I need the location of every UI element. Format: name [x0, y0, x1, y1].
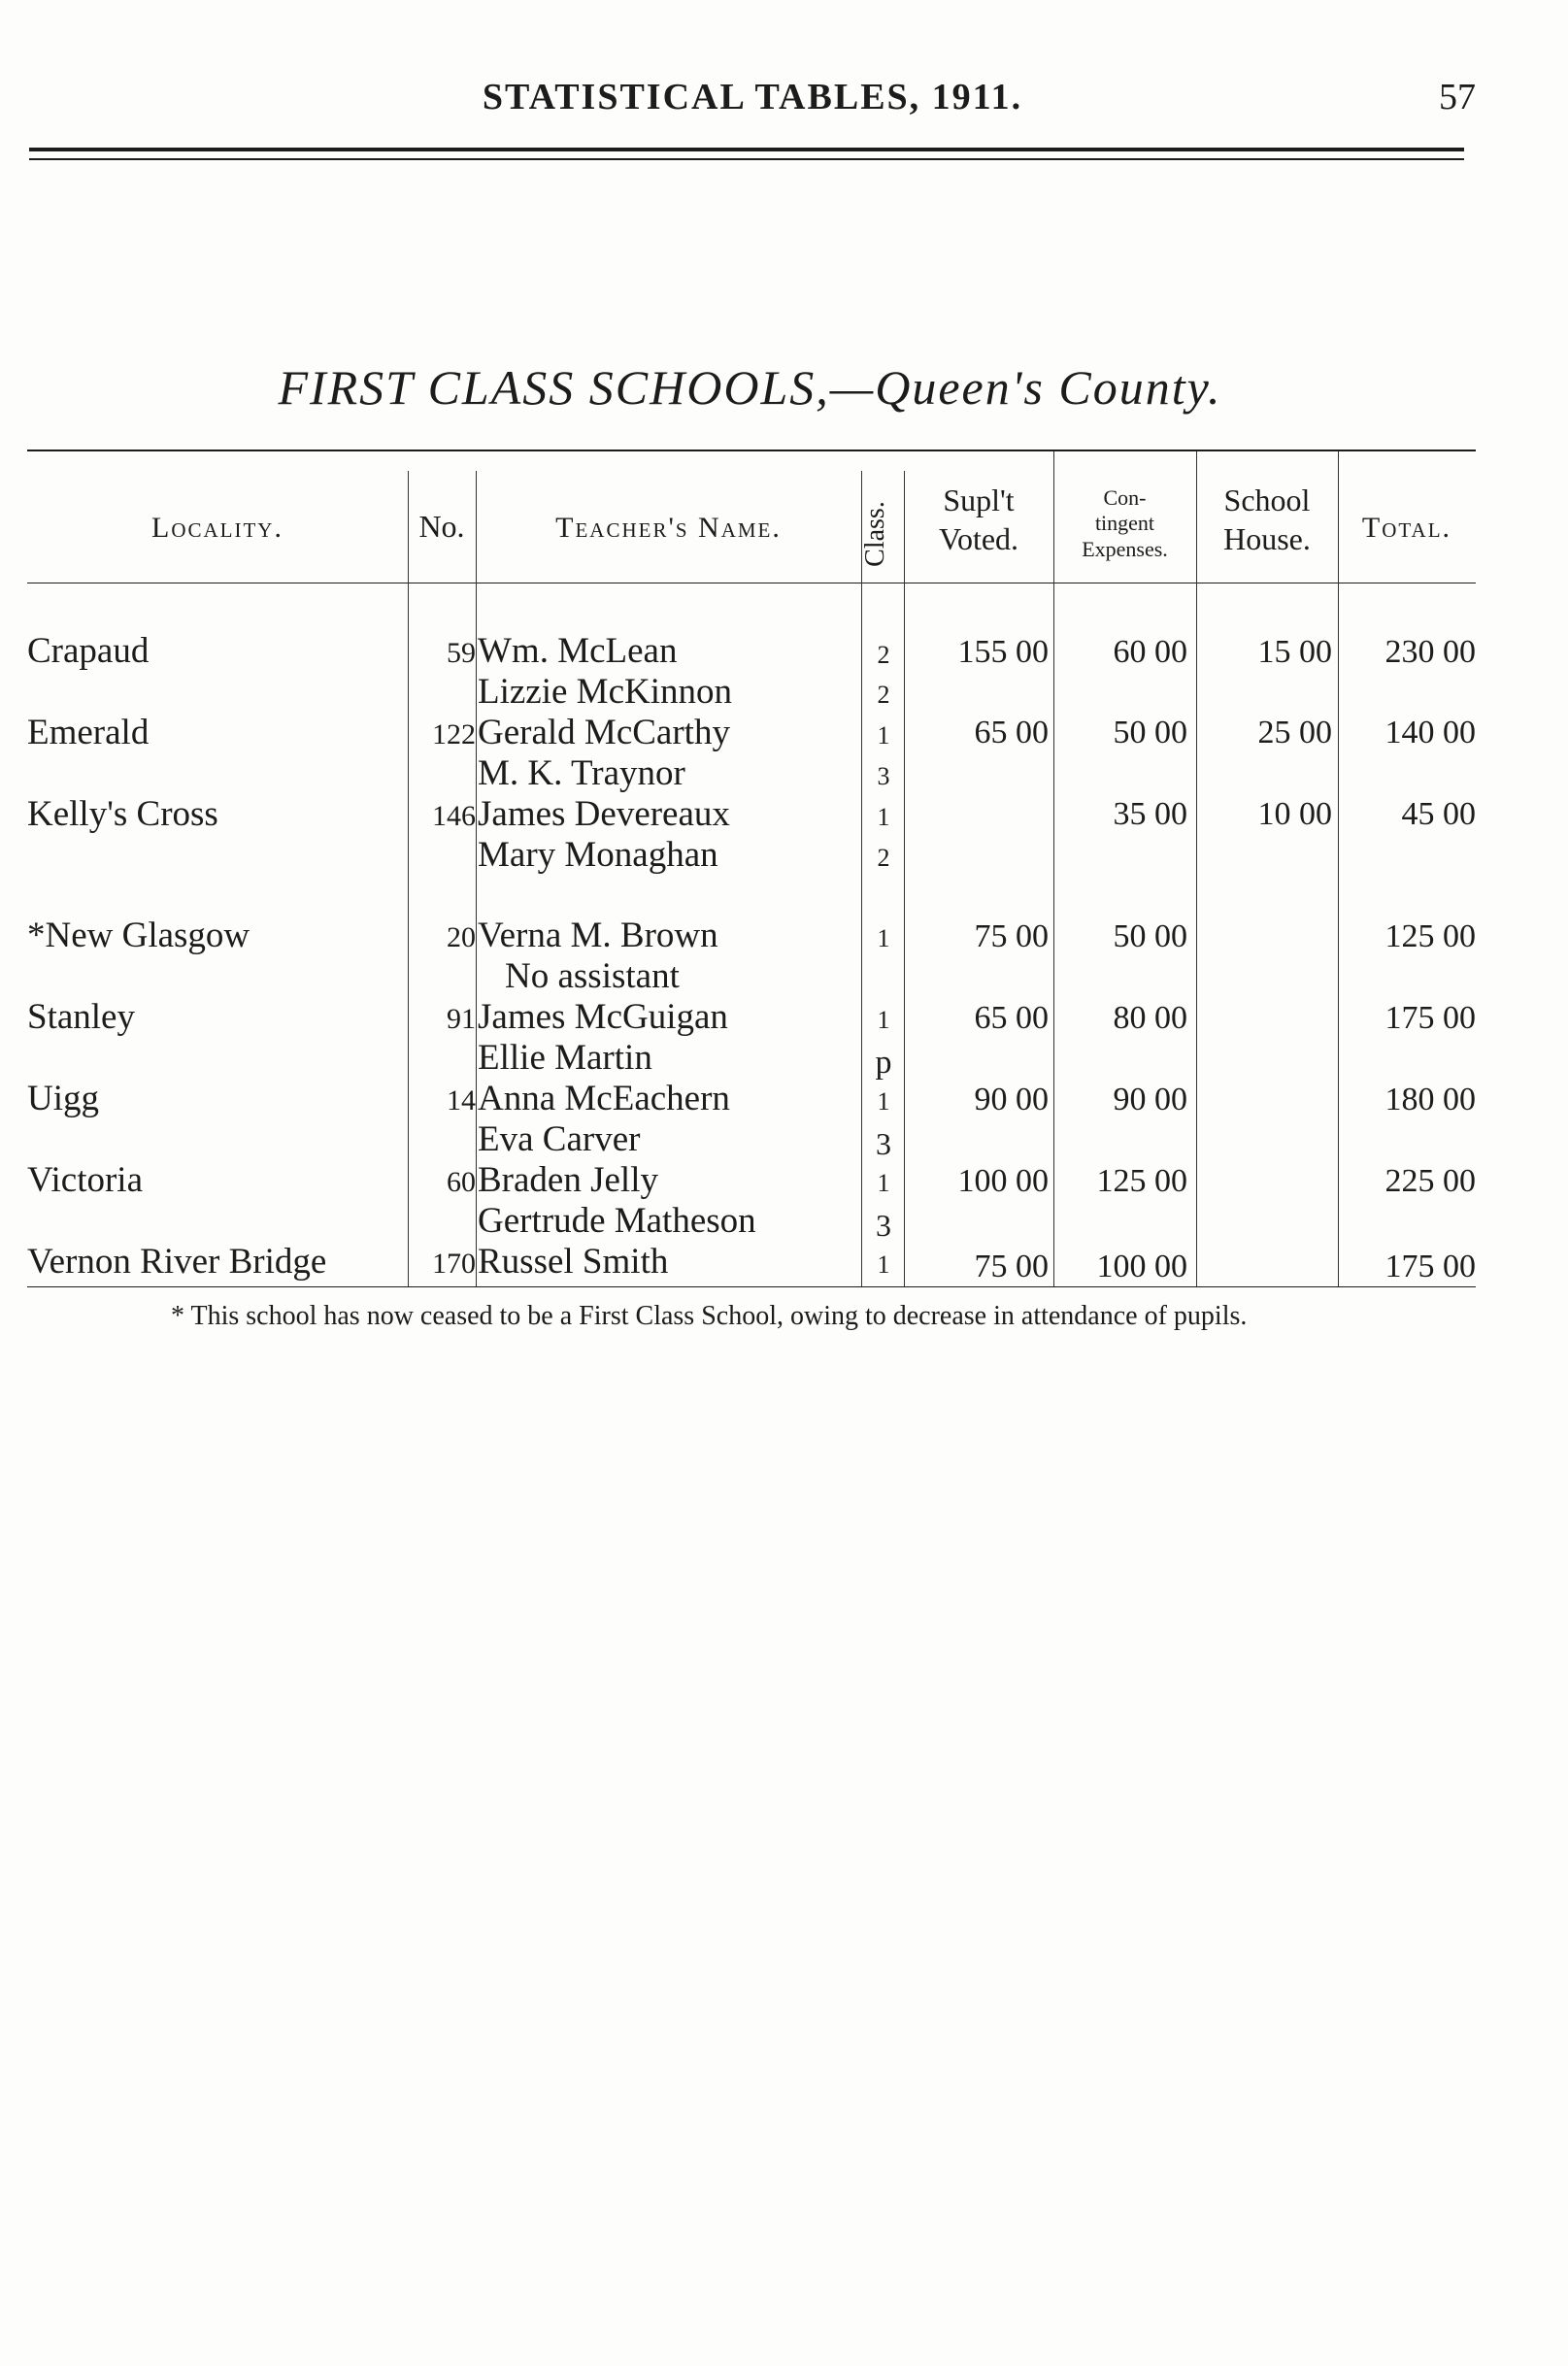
- column-header-locality: Locality.: [151, 512, 284, 544]
- table-row-locality: Stanley: [27, 997, 135, 1037]
- table-row-total: 225 00: [1385, 1163, 1476, 1199]
- column-divider: [476, 471, 477, 1286]
- table-row-teacher: Gerald McCarthy: [478, 713, 730, 752]
- table-row-no: 59: [447, 637, 476, 669]
- table-row-contingent: 50 00: [1113, 918, 1187, 954]
- table-row-no: 14: [447, 1084, 476, 1116]
- supl-header-line2: Voted.: [938, 521, 1019, 556]
- table-row-locality: Emerald: [27, 713, 150, 752]
- header-rule-thin: [29, 158, 1464, 160]
- table-row-total: 140 00: [1385, 715, 1476, 750]
- column-divider: [1053, 451, 1054, 1286]
- column-header-total: Total.: [1361, 512, 1452, 544]
- cont-header-line3: Expenses.: [1082, 536, 1168, 561]
- table-row-locality: Vernon River Bridge: [27, 1242, 327, 1282]
- table-row-no: 60: [447, 1166, 476, 1198]
- table-row-contingent: 35 00: [1113, 796, 1187, 832]
- table-row-no: 146: [432, 800, 476, 832]
- table-row-class: 1: [877, 1250, 890, 1279]
- table-row-teacher: Wm. McLean: [478, 631, 678, 671]
- table-row-teacher: Mary Monaghan: [478, 835, 718, 875]
- table-row-teacher: Braden Jelly: [478, 1160, 658, 1200]
- column-divider: [1338, 451, 1339, 1286]
- column-header-school-house: [1196, 481, 1338, 558]
- table-row-contingent: 50 00: [1113, 715, 1187, 750]
- table-row-no: 170: [432, 1248, 476, 1280]
- table-row-locality: *New Glasgow: [27, 916, 250, 955]
- column-divider: [904, 471, 905, 1286]
- table-row-supl: 100 00: [957, 1163, 1049, 1199]
- table-row-teacher: Lizzie McKinnon: [478, 672, 732, 712]
- header-rule: [29, 148, 1464, 151]
- table-row-locality: Victoria: [27, 1160, 144, 1200]
- table-row-class: 2: [877, 681, 890, 709]
- table-row-class: 3: [877, 762, 890, 790]
- table-row-supl: 65 00: [974, 715, 1049, 750]
- table-row-class: 1: [877, 1006, 890, 1034]
- table-row-total: 175 00: [1385, 1000, 1476, 1036]
- column-header-contingent: [1053, 485, 1196, 562]
- table-row-class: 1: [877, 1169, 890, 1197]
- table-row-teacher: No assistant: [505, 956, 680, 996]
- table-row-supl: 75 00: [974, 1249, 1049, 1284]
- table-row-no: 122: [432, 718, 476, 750]
- table-row-class: 2: [877, 844, 890, 872]
- table-row-contingent: 90 00: [1113, 1082, 1187, 1117]
- column-divider: [1196, 451, 1197, 1286]
- table-row-contingent: 60 00: [1113, 634, 1187, 670]
- table-row-contingent: 100 00: [1096, 1249, 1187, 1284]
- table-row-locality: Crapaud: [27, 631, 150, 671]
- table-row-school-house: 25 00: [1257, 715, 1332, 750]
- column-divider: [861, 471, 862, 1286]
- table-row-teacher: M. K. Traynor: [478, 753, 685, 793]
- table-row-contingent: 80 00: [1113, 1000, 1187, 1036]
- table-row-teacher: James Devereaux: [478, 794, 730, 834]
- column-header-supl-voted: [904, 481, 1053, 558]
- column-header-class: Class.: [860, 501, 890, 567]
- table-row-no: 91: [447, 1003, 476, 1035]
- table-row-total: 125 00: [1385, 918, 1476, 954]
- table-row-class: 3: [876, 1208, 891, 1243]
- table-row-class: 2: [877, 641, 890, 669]
- footnote: * This school has now ceased to be a First Class School, owing to decrease in attendance of pupils.: [171, 1301, 1248, 1331]
- page-number: 57: [1439, 77, 1476, 117]
- table-row-class: 3: [876, 1126, 891, 1161]
- table-row-total: 175 00: [1385, 1249, 1476, 1284]
- table-row-class: 1: [877, 721, 890, 750]
- school-header-line1: School: [1223, 483, 1311, 517]
- table-row-teacher: James McGuigan: [478, 997, 728, 1037]
- table-row-total: 180 00: [1385, 1082, 1476, 1117]
- table-row-school-house: 10 00: [1257, 796, 1332, 832]
- column-divider: [408, 471, 409, 1286]
- table-row-total: 230 00: [1385, 634, 1476, 670]
- table-row-teacher: Gertrude Matheson: [478, 1201, 756, 1241]
- column-header-no: No.: [418, 509, 465, 544]
- table-row-teacher: Anna McEachern: [478, 1079, 730, 1118]
- running-title: STATISTICAL TABLES, 1911.: [482, 77, 1023, 117]
- table-row-teacher: Ellie Martin: [478, 1038, 652, 1078]
- table-row-supl: 90 00: [974, 1082, 1049, 1117]
- table-row-supl: 75 00: [974, 918, 1049, 954]
- table-row-total: 45 00: [1401, 796, 1476, 832]
- supl-header-line1: Supl't: [943, 483, 1015, 517]
- table-row-locality: Kelly's Cross: [27, 794, 218, 834]
- running-header: [29, 76, 1476, 134]
- table-row-contingent: 125 00: [1096, 1163, 1187, 1199]
- table-row-teacher: Eva Carver: [478, 1119, 641, 1159]
- school-header-line2: House.: [1223, 521, 1311, 556]
- cont-header-line2: tingent: [1094, 511, 1155, 536]
- table-row-supl: 155 00: [957, 634, 1049, 670]
- table-row-teacher: Verna M. Brown: [478, 916, 718, 955]
- table-bottom-rule: [27, 1286, 1476, 1287]
- table-title: FIRST CLASS SCHOOLS,—Queen's County.: [278, 360, 1222, 415]
- table-row-no: 20: [447, 921, 476, 953]
- table-row-class: p: [875, 1045, 892, 1081]
- table-row-school-house: 15 00: [1257, 634, 1332, 670]
- table-row-teacher: Russel Smith: [478, 1242, 669, 1282]
- table-row-class: 1: [877, 803, 890, 831]
- table-top-rule: [27, 450, 1476, 451]
- table-row-locality: Uigg: [27, 1079, 99, 1118]
- table-row-class: 1: [877, 1087, 890, 1116]
- table-row-supl: 65 00: [974, 1000, 1049, 1036]
- cont-header-line1: Con-: [1103, 485, 1147, 510]
- column-header-teacher: Teacher's Name.: [555, 512, 782, 544]
- table-row-class: 1: [877, 924, 890, 952]
